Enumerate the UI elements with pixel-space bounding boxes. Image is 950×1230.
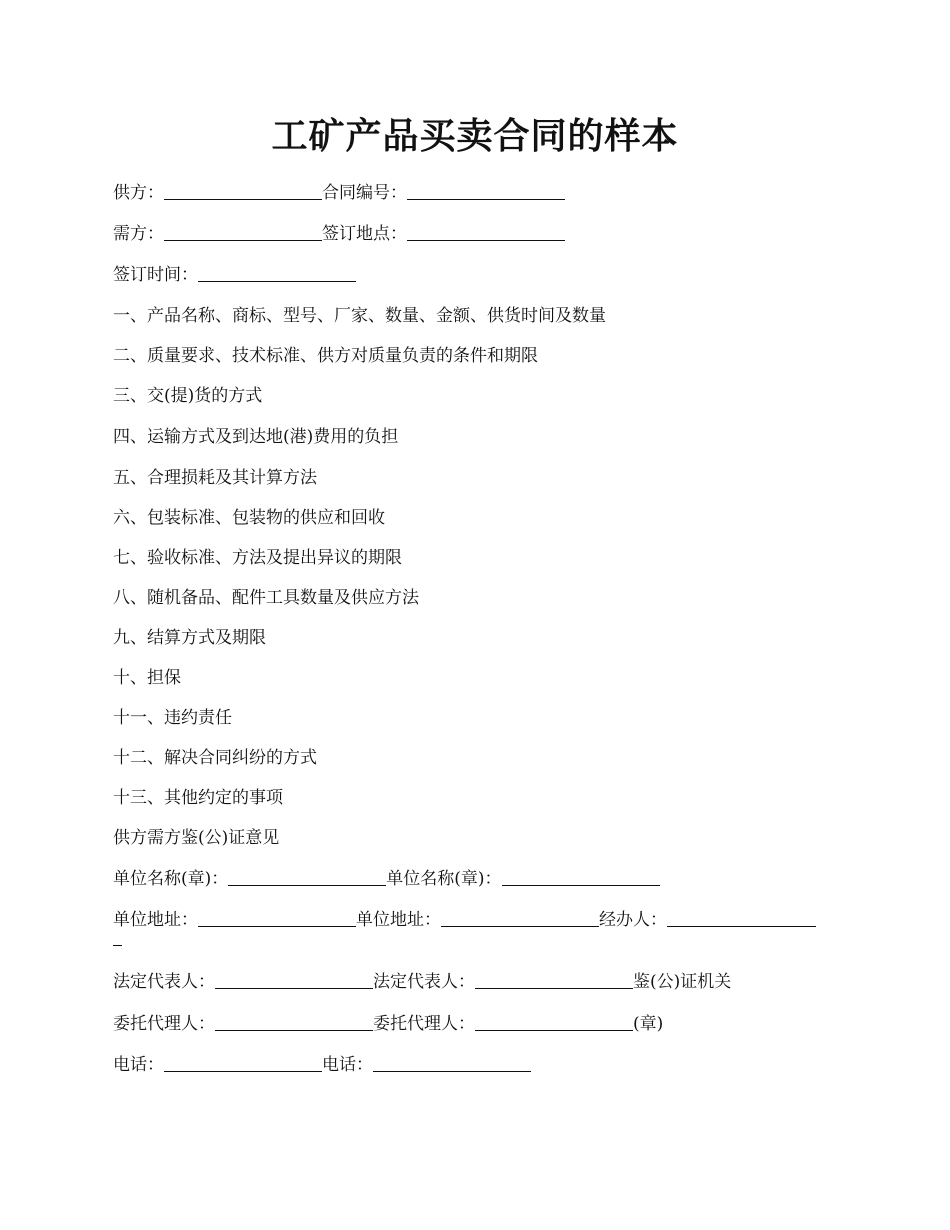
clause-8: 八、随机备品、配件工具数量及供应方法 xyxy=(113,588,419,608)
contract-number-label: 合同编号： xyxy=(322,183,407,203)
buyer-blank xyxy=(164,239,322,241)
signing-time-blank xyxy=(198,280,356,282)
unit-address-blank-buyer xyxy=(441,925,599,927)
unit-address-label-buyer: 单位地址： xyxy=(356,910,441,930)
signing-time-label: 签订时间： xyxy=(113,265,198,285)
agent-label-buyer: 委托代理人： xyxy=(373,1014,475,1034)
document-title: 工矿产品买卖合同的样本 xyxy=(271,115,679,157)
legal-rep-label-supplier: 法定代表人： xyxy=(113,972,215,992)
legal-rep-label-buyer: 法定代表人： xyxy=(373,972,475,992)
clause-12: 十二、解决合同纠纷的方式 xyxy=(113,748,317,768)
unit-address-label-supplier: 单位地址： xyxy=(113,910,198,930)
phone-label-buyer: 电话： xyxy=(322,1055,373,1075)
supplier-label: 供方： xyxy=(113,183,164,203)
clause-13: 十三、其他约定的事项 xyxy=(113,788,283,808)
clause-9: 九、结算方式及期限 xyxy=(113,628,266,648)
agent-blank-buyer xyxy=(475,1029,633,1031)
notary-org-label: 鉴(公)证机关 xyxy=(633,972,732,992)
legal-rep-line xyxy=(113,970,731,994)
signing-place-blank xyxy=(407,239,565,241)
signing-place-label: 签订地点： xyxy=(322,224,407,244)
clause-6: 六、包装标准、包装物的供应和回收 xyxy=(113,508,385,528)
clause-11: 十一、违约责任 xyxy=(113,708,232,728)
phone-blank-supplier xyxy=(164,1070,322,1072)
clause-10: 十、担保 xyxy=(113,668,181,688)
clause-4: 四、运输方式及到达地(港)费用的负担 xyxy=(113,427,399,447)
supplier-line xyxy=(113,181,565,205)
seal-label: (章) xyxy=(633,1014,664,1034)
agent-label-supplier: 委托代理人： xyxy=(113,1014,215,1034)
agent-blank-supplier xyxy=(215,1029,373,1031)
unit-name-label-supplier: 单位名称(章)： xyxy=(113,869,229,889)
unit-address-blank-supplier xyxy=(198,925,356,927)
clause-2: 二、质量要求、技术标准、供方对质量负责的条件和期限 xyxy=(113,346,538,366)
agent-line xyxy=(113,1012,663,1036)
contract-number-blank xyxy=(407,198,565,200)
clause-1: 一、产品名称、商标、型号、厂家、数量、金额、供货时间及数量 xyxy=(113,306,606,326)
buyer-label: 需方： xyxy=(113,224,164,244)
phone-blank-buyer xyxy=(373,1070,531,1072)
wrapped-underscore xyxy=(113,944,122,946)
unit-name-blank-buyer xyxy=(502,884,660,886)
phone-line xyxy=(113,1053,531,1077)
handler-blank xyxy=(667,925,816,927)
buyer-line xyxy=(113,222,565,246)
unit-name-label-buyer: 单位名称(章)： xyxy=(386,869,502,889)
opinion-heading: 供方需方鉴(公)证意见 xyxy=(113,828,280,848)
clause-7: 七、验收标准、方法及提出异议的期限 xyxy=(113,548,402,568)
signing-time-line xyxy=(113,263,356,287)
supplier-blank xyxy=(164,198,322,200)
phone-label-supplier: 电话： xyxy=(113,1055,164,1075)
handler-label: 经办人： xyxy=(599,910,667,930)
unit-name-line xyxy=(113,867,660,891)
unit-name-blank-supplier xyxy=(228,884,386,886)
unit-address-line xyxy=(113,908,816,932)
legal-rep-blank-supplier xyxy=(215,987,373,989)
clause-5: 五、合理损耗及其计算方法 xyxy=(113,468,317,488)
clause-3: 三、交(提)货的方式 xyxy=(113,386,263,406)
legal-rep-blank-buyer xyxy=(475,987,633,989)
